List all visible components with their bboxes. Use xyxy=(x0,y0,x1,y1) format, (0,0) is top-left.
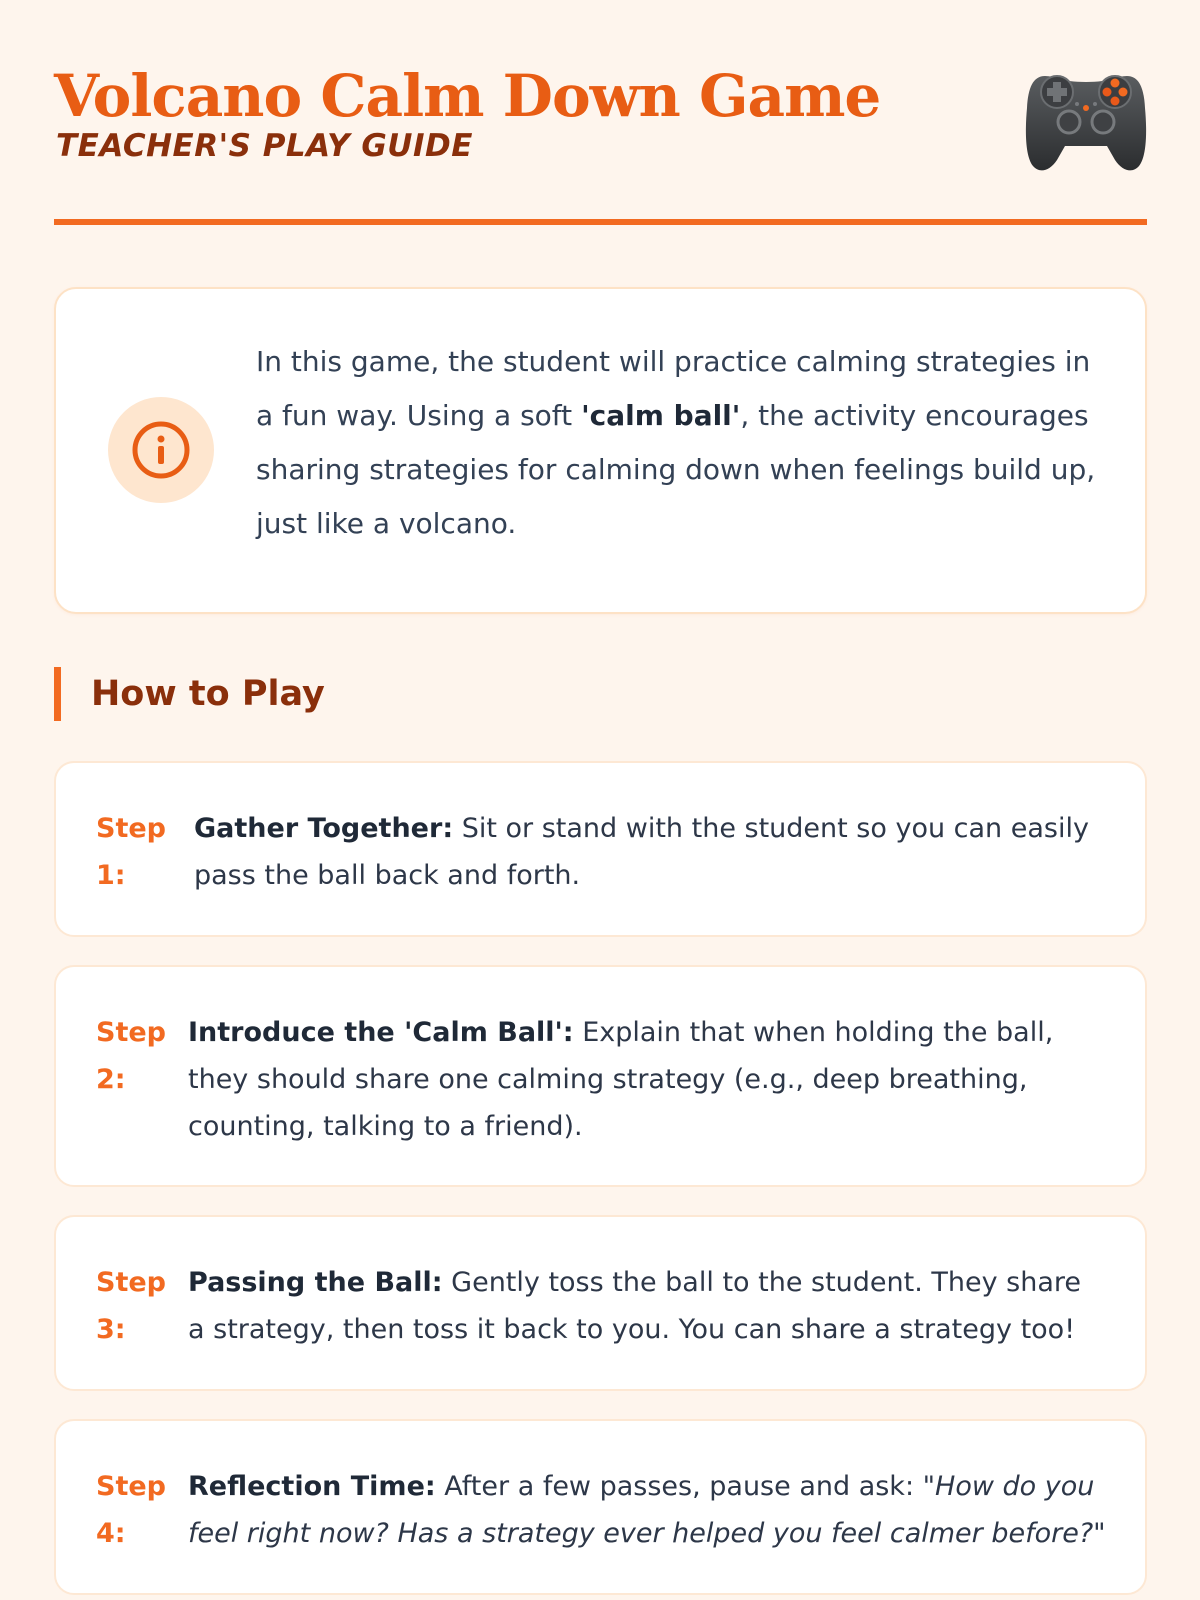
step-text xyxy=(194,805,1094,899)
step-card-1 xyxy=(54,761,1147,937)
step-lead: Passing the Ball: xyxy=(188,1267,443,1298)
step-lead: Gather Together: xyxy=(194,813,454,844)
step-body: After a few passes, pause and ask: xyxy=(435,1471,923,1502)
reflection-question: "How do you feel right now? Has a strategy ever helped you feel calmer before?" xyxy=(188,1471,1106,1549)
intro-text xyxy=(256,335,1106,551)
step-lead: Reflection Time: xyxy=(188,1471,436,1502)
step-label: Step 4: xyxy=(96,1471,166,1549)
intro-text-start: In this game, the student will practice calming strategies in a fun way. Using a soft xyxy=(256,345,1091,432)
step-body: Explain that when holding the ball, they should share one calming strategy (e.g., deep breathing, counting, talking to a friend). xyxy=(188,1017,1054,1142)
step-body: Gently toss the ball to the student. They share a strategy, then toss it back to you. You can share a strategy too! xyxy=(188,1267,1082,1345)
page-subtitle: TEACHER'S PLAY GUIDE xyxy=(56,128,473,164)
page-header xyxy=(54,54,1147,225)
gamepad-icon xyxy=(1025,68,1147,174)
section-title: How to Play xyxy=(91,674,325,714)
step-label: Step 1: xyxy=(96,813,166,891)
step-text xyxy=(188,1009,1103,1150)
intro-text-end: , the activity encourages sharing strategies for calming down when feelings build up, just like a volcano. xyxy=(256,399,1096,540)
step-label: Step 3: xyxy=(96,1267,166,1345)
how-to-play-heading xyxy=(54,667,325,721)
step-text xyxy=(188,1463,1113,1557)
step-body: Sit or stand with the student so you can easily pass the ball back and forth. xyxy=(194,813,1089,891)
step-lead: Introduce the 'Calm Ball': xyxy=(188,1017,574,1048)
step-label: Step 2: xyxy=(96,1017,166,1095)
step-card-4 xyxy=(54,1419,1147,1595)
info-icon xyxy=(131,420,191,480)
step-card-2 xyxy=(54,965,1147,1187)
page-title: Volcano Calm Down Game xyxy=(54,62,881,130)
calm-ball-term: 'calm ball' xyxy=(581,399,741,432)
step-text xyxy=(188,1259,1103,1353)
step-card-3 xyxy=(54,1215,1147,1391)
info-badge xyxy=(108,397,214,503)
intro-card xyxy=(54,287,1147,614)
